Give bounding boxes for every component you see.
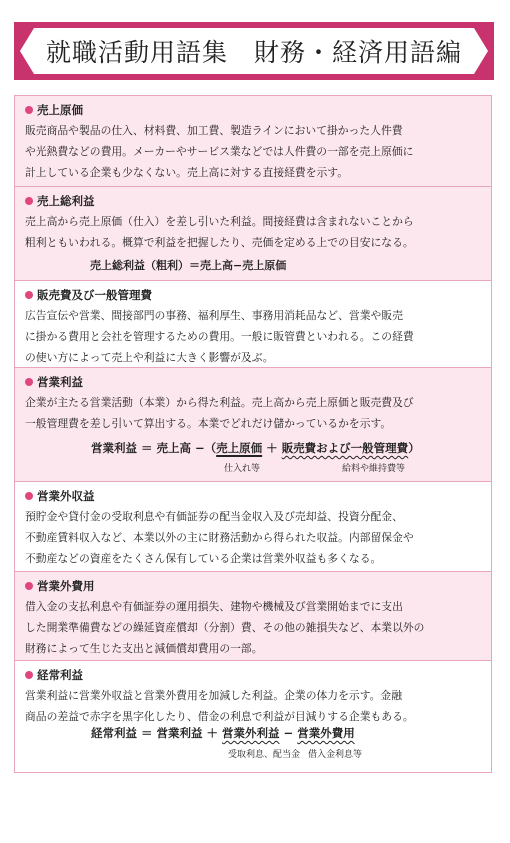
entry-body: 営業利益に営業外収益と営業外費用を加減した利益。企業の体力を示す。金融 商品の差益で赤字を黒字化したり、借金の利息で利益が目減りする企業もある。	[25, 689, 414, 723]
bullet-dot-icon	[25, 378, 33, 386]
glossary-entry-keijou-rieki	[15, 661, 491, 772]
formula-operating-profit: 営業利益 ＝ 売上高 −（売上原価 ＋ 販売費および一般管理費）	[91, 441, 420, 455]
entry-heading: 営業外費用	[25, 578, 481, 594]
entry-body: 預貯金や貸付金の受取利息や有価証券の配当金収入及び売却益、投資分配金、 不動産賃料収入など、本業以外の主に財務活動から得られた収益。内部留保金や 不動産などの資産をたくさん保有している企業は営業外収益も多くなる。	[25, 510, 414, 565]
bullet-dot-icon	[25, 582, 33, 590]
entry-body: 売上高から売上原価（仕入）を差し引いた利益。間接経費は含まれないことから 粗利ともいわれる。概算で利益を把握したり、売価を定める上での目安になる。	[25, 215, 414, 249]
glossary-entry-eigyougai-shueki	[15, 482, 491, 571]
formula-note-nonop-income: 受取利息、配当金	[228, 750, 301, 760]
glossary-entry-eigyou-rieki	[15, 368, 491, 481]
entry-heading: 営業外収益	[25, 488, 481, 504]
glossary-entry-uriage-sourieki	[15, 187, 491, 280]
formula-term-nonop-income: 営業外利益	[222, 726, 280, 740]
formula-term-cost: 売上原価	[216, 441, 263, 455]
glossary-entry-eigyougai-hiyou	[15, 572, 491, 660]
formula-term-nonop-expense: 営業外費用	[297, 726, 355, 740]
formula-term-sga: 販売費および一般管理費	[281, 441, 409, 455]
formula-note-sga: 給料や維持費等	[342, 464, 406, 474]
bullet-dot-icon	[25, 671, 33, 679]
formula-gross-profit: 売上総利益（粗利）＝売上高−売上原価	[90, 259, 287, 272]
bullet-dot-icon	[25, 106, 33, 114]
entry-heading: 経常利益	[25, 667, 481, 683]
page-title: 就職活動用語集 財務・経済用語編	[45, 38, 462, 67]
formula-note-nonop-expense: 借入金利息等	[308, 750, 363, 760]
glossary-entry-uriage-genka	[15, 96, 491, 186]
entry-body: 企業が主たる営業活動（本業）から得た利益。売上高から売上原価と販売費及び 一般管理費を差し引いて算出する。本業でどれだけ儲かっているかを示す。	[25, 396, 414, 430]
entry-heading: 売上原価	[25, 102, 481, 118]
entry-heading: 売上総利益	[25, 193, 481, 209]
entry-body: 借入金の支払利息や有価証券の運用損失、建物や機械及び営業開始までに支出 した開業準備費などの繰延資産償却（分割）費、その他の雑損失など、本業以外の 財務によって生じた支出と減価償却費用の一部。	[25, 600, 425, 655]
title-banner	[14, 22, 494, 80]
title-banner-inner	[20, 28, 488, 74]
entry-body: 広告宣伝や営業、間接部門の事務、福利厚生、事務用消耗品など、営業や販売 に掛かる費用と会社を管理するための費用。一般に販管費といわれる。この経費 の使い方によって売上や利益に大きく影響が及ぶ。	[25, 309, 414, 364]
formula-note-cost: 仕入れ等	[224, 464, 261, 474]
entry-heading: 営業利益	[25, 374, 481, 390]
entry-heading: 販売費及び一般管理費	[25, 287, 481, 303]
bullet-dot-icon	[25, 197, 33, 205]
formula-ordinary-profit: 経常利益 ＝ 営業利益 ＋ 営業外利益 − 営業外費用	[91, 726, 355, 740]
entry-body: 販売商品や製品の仕入、材料費、加工費、製造ラインにおいて掛かった人件費 や光熱費などの費用。メーカーやサービス業などでは人件費の一部を売上原価に 計上している企業も少なくない。売上高に対する直接経費を示す。	[25, 124, 414, 179]
bullet-dot-icon	[25, 492, 33, 500]
glossary-entry-hanbaihi	[15, 281, 491, 367]
bullet-dot-icon	[25, 291, 33, 299]
